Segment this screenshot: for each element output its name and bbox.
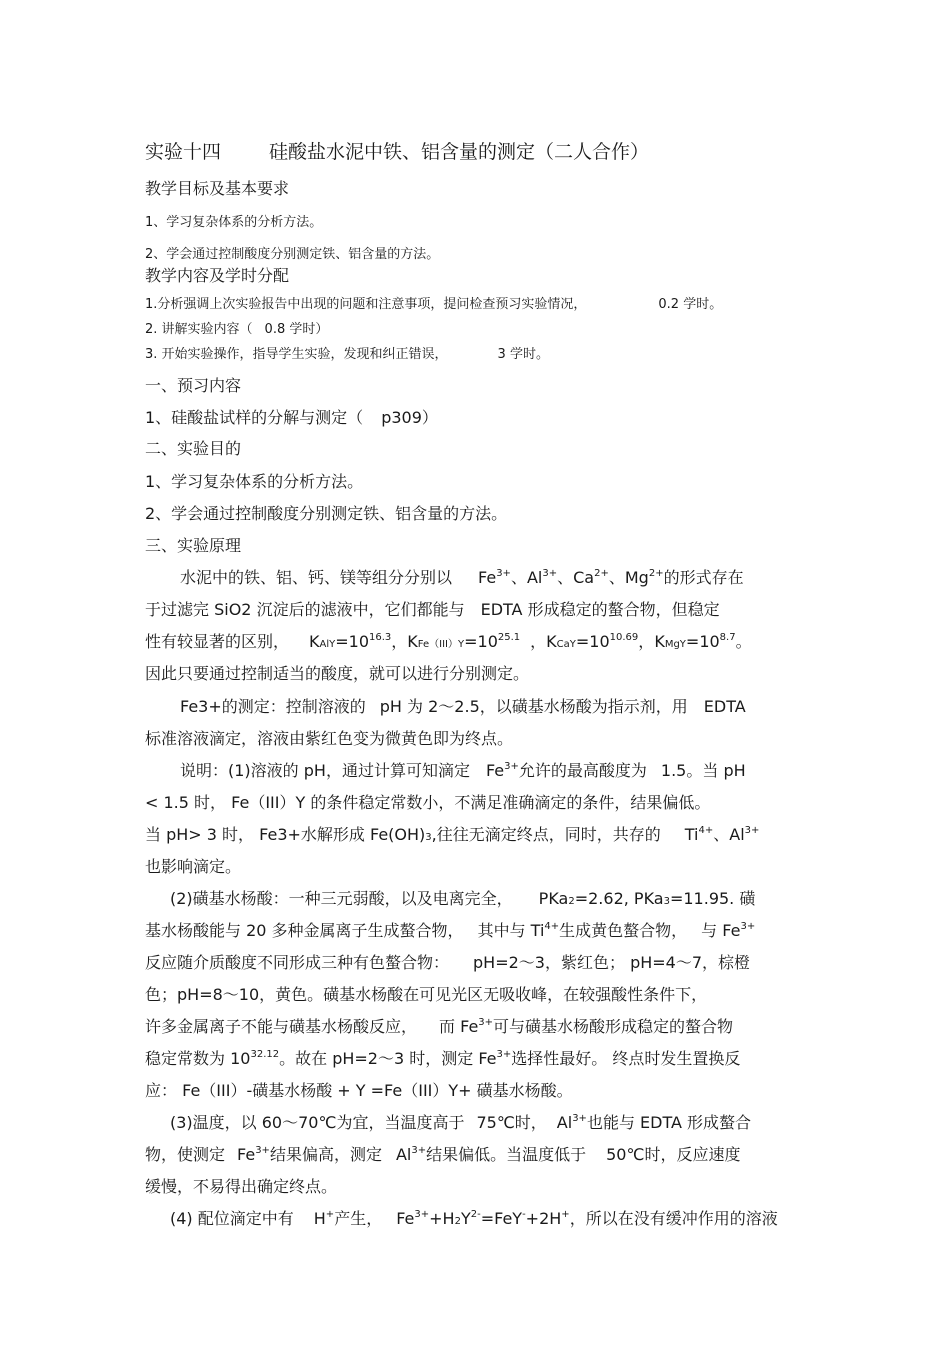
- experiment-name: 硅酸盐水泥中铁、铝含量的测定（二人合作）: [269, 141, 650, 163]
- note-line: 物，使测定 $Fe^{3+}$结果偏高，测定 $Al^{3+}$结果偏低。当温度低于 50℃时，反应速度: [145, 1145, 741, 1164]
- note-line: 基水杨酸能与 20 多种金属离子生成螯合物， 其中与 $Ti^{4+}$生成黄色螯合物， 与 $Fe^{3+}$: [145, 921, 756, 940]
- purpose-item: 1、学习复杂体系的分析方法。: [145, 472, 364, 491]
- note-line: (4) 配位滴定中有 H+产生， $Fe^{3+}+H2Y^{2-}=FeY^-+2H^+$，所以在没有缓冲作用的溶液: [170, 1209, 778, 1228]
- note-line: < 1.5 时， Fe（III）Y 的条件稳定常数小，不满足准确滴定的条件，结果偏低。: [145, 793, 711, 812]
- section-heading-principle: 三、实验原理: [145, 536, 242, 555]
- note-line: 稳定常数为 $10^{32.12}$。故在 pH=2～3 时，测定 $Fe^{3+}$选择性最好。 终点时发生置换反: [145, 1049, 741, 1068]
- teaching-goal-item: 2、学会通过控制酸度分别测定铁、铝含量的方法。: [145, 247, 440, 262]
- principle-line: Fe3+的测定：控制溶液的 pH 为 2～2.5，以磺基水杨酸为指示剂，用 EDTA: [180, 697, 746, 716]
- preview-item: 1、硅酸盐试样的分解与测定（ p309）: [145, 408, 438, 427]
- note-line: (2)磺基水杨酸：一种三元弱酸，以及电离完全， PKa2=2.62, PKa3=11.95. 磺: [170, 889, 756, 908]
- principle-line: 水泥中的铁、铝、钙、镁等组分分别以 $Fe^{3+}$、$Al^{3+}$、$Ca^{2+}$、$Mg^{2+}$的形式存在: [180, 568, 744, 587]
- teaching-content-item: 2. 讲解实验内容（ 0.8 学时）: [145, 322, 329, 337]
- purpose-item: 2、学会通过控制酸度分别测定铁、铝含量的方法。: [145, 504, 508, 523]
- teaching-goals-heading: 教学目标及基本要求: [145, 179, 290, 198]
- principle-line: 标准溶液滴定，溶液由紫红色变为微黄色即为终点。: [145, 729, 514, 748]
- note-line: 色；pH=8～10，黄色。磺基水杨酸在可见光区无吸收峰，在较强酸性条件下，: [145, 985, 708, 1004]
- note-line: 也影响滴定。: [145, 857, 242, 876]
- note-line: 缓慢，不易得出确定终点。: [145, 1177, 338, 1196]
- section-heading-preview: 一、预习内容: [145, 376, 242, 395]
- note-line: 当 pH> 3 时， Fe3+水解形成 Fe(OH)3,往往无滴定终点，同时，共存的 $Ti^{4+}$、$Al^{3+}$: [145, 825, 760, 844]
- teaching-content-item: 3. 开始实验操作，指导学生实验，发现和纠正错误， 3 学时。: [145, 347, 549, 362]
- experiment-title: [145, 137, 649, 164]
- stability-constants-line: 性有较显著的区别， $KAlY=10^{16.3}$，$KFe(III)Y=10^{25.1}$ ，$KCaY=10^{10.69}$，$KMgY=10^{8.7}$。: [145, 632, 752, 651]
- note-line: 说明：(1)溶液的 pH，通过计算可知滴定 $Fe^{3+}$允许的最高酸度为 1.5。当 pH: [180, 761, 746, 780]
- note-line: (3)温度，以 60～70℃为宜，当温度高于 75℃时， $Al^{3+}$也能与 EDTA 形成螯合: [170, 1113, 752, 1132]
- principle-line: 于过滤完 SiO2 沉淀后的滤液中，它们都能与 EDTA 形成稳定的螯合物，但稳定: [145, 600, 720, 619]
- note-line: 应： Fe（III）-磺基水杨酸 + Y =Fe（III）Y+ 磺基水杨酸。: [145, 1081, 573, 1100]
- experiment-number: 实验十四: [145, 141, 222, 163]
- section-heading-purpose: 二、实验目的: [145, 439, 242, 458]
- principle-line: 因此只要通过控制适当的酸度，就可以进行分别测定。: [145, 664, 530, 683]
- note-line: 许多金属离子不能与磺基水杨酸反应， 而 $Fe^{3+}$可与磺基水杨酸形成稳定的螯合物: [145, 1017, 734, 1036]
- teaching-content-item: 1.分析强调上次实验报告中出现的问题和注意事项，提问检查预习实验情况， 0.2 学时。: [145, 297, 723, 312]
- teaching-content-heading: 教学内容及学时分配: [145, 266, 290, 285]
- teaching-goal-item: 1、学习复杂体系的分析方法。: [145, 215, 323, 230]
- note-line: 反应随介质酸度不同形成三种有色螯合物： pH=2～3，紫红色； pH=4～7，棕橙: [145, 953, 751, 972]
